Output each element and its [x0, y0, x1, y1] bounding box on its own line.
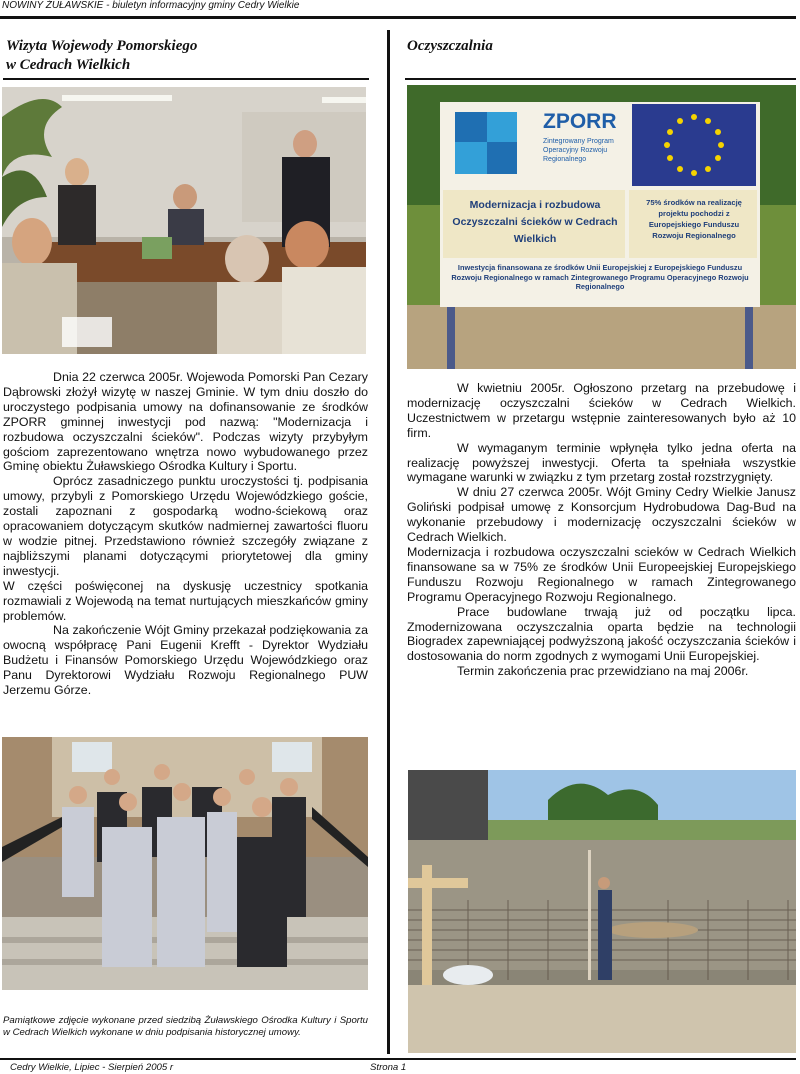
footer-date: Cedry Wielkie, Lipiec - Sierpień 2005 r [10, 1062, 174, 1073]
right-paragraph-3: W dniu 27 czerwca 2005r. Wójt Gminy Cedry Wielkie Janusz Goliński podpisał umowę z Konsorcjum Hydrobudowa Dag-Bud na wykonanie przebudowy i modernizację oczyszczalni ścieków w Cedrach Wielkich. [407, 485, 796, 545]
zporr-logo-text: ZPORR [543, 110, 617, 133]
left-paragraph-4: Na zakończenie Wójt Gminy przekazał podziękowania za owocną współpracę Pani Eugenii Krefft - Dyrektor Wydziału Budżetu i Finansów Pomorskiego Urzędu Wojewódzkiego oraz Panu Dyrektorowi Wydziału Rozwoju Regionalnego PUW Jerzemu Górze. [3, 623, 368, 698]
group-photo-caption: Pamiątkowe zdjęcie wykonane przed siedzibą Żuławskiego Ośrodka Kultury i Sportu w Cedrach Wielkich wykonane w dniu podpisania historycznej umowy. [3, 1015, 368, 1038]
right-article-body [407, 381, 796, 679]
right-article-title: Oczyszczalnia [407, 38, 493, 54]
left-article-body [3, 370, 368, 698]
group-photo-image [2, 737, 368, 990]
header-rule [0, 16, 796, 19]
group-photo [2, 737, 368, 990]
right-paragraph-2: W wymaganym terminie wpłynęła tylko jedna oferta na realizację powyższej inwestycji. Oferta ta spełniała wszystkie wymagane warunki w związku z tym przetarg został rozstrzygnięty. [407, 440, 796, 485]
right-title-rule [405, 78, 796, 80]
left-paragraph-1: Dnia 22 czerwca 2005r. Wojewoda Pomorski Pan Cezary Dąbrowski złożył wizytę w naszej Gminie. W tym dniu doszło do uroczystego podpisania umowy na dofinansowanie ze środków ZPORR gminnej inwestycji pod nazwą: "Modernizacja i rozbudowa oczyszczalni ścieków". Podczas wizyty przybyłym gościom zaprezentowano wnętrza nowo wybudowanego przez Gminę obiektu Żuławskiego Ośrodka Kultury i Sportu. [3, 370, 368, 474]
right-paragraph-4: Modernizacja i rozbudowa oczyszczalni scieków w Cedrach Wielkich finansowane sa w 75% ze środków Unii Europeejskiej Europejskiego Funduszu Rozwoju Regionalnego w ramach Zintegrowanego Programu Operacyjnego Rozwoju Regionalnego. [407, 544, 796, 604]
zporr-sign-photo [407, 85, 796, 369]
left-title-rule [3, 78, 369, 80]
left-article-title [6, 37, 376, 75]
sign-bottom-text: Inwestycja finansowana ze środków Unii Europejskiej z Europejskiego Funduszu Rozwoju Regionalnego w ramach Zintegrowanego Programu Operacyjnego Rozwoju Regionalnego [451, 263, 749, 291]
sign-project-name: Modernizacja i rozbudowa Oczyszczalni ścieków w Cedrach Wielkich [452, 199, 618, 245]
right-paragraph-1: W kwietniu 2005r. Ogłoszono przetarg na przebudowę i modernizację oczyszczalni ścieków w Cedrach Wielkich. Uczestnictwem w przetargu wstępnie zainteresowanych było aż 10 firm. [407, 381, 796, 440]
construction-image [408, 770, 796, 1053]
sign-funding-text: 75% środków na realizację projektu pochodzi z Europejskiego Funduszu Rozwoju Regionalnego [646, 198, 742, 240]
meeting-photo [2, 87, 366, 354]
zporr-logo-sub: Zintegrowany Program Operacyjny Rozwoju Regionalnego [543, 138, 614, 163]
footer-page-number: Strona 1 [370, 1062, 407, 1073]
left-title-line2: w Cedrach Wielkich [6, 57, 131, 73]
column-divider [387, 30, 390, 1054]
footer-rule [0, 1058, 796, 1060]
meeting-photo-image [2, 87, 366, 354]
left-paragraph-3: W części poświęconej na dyskusję uczestnicy spotkania rozmawiali z Wojewodą na temat nurtujących mieszkańców gminy problemów. [3, 578, 368, 623]
left-title-line1: Wizyta Wojewody Pomorskiego [6, 38, 198, 54]
construction-photo [408, 770, 796, 1053]
right-paragraph-5: Prace budowlane trwają już od początku lipca. Zmodernizowana oczyszczalnia oparta będzie na technologii Biogradex zapewniającej podwyższoną jakość oczyszczania ścieków i dostosowania do norm zgodnych z wymogami Unii Europejskiej. [407, 604, 796, 664]
bulletin-header: NOWINY ŻUŁAWSKIE - biuletyn informacyjny gminy Cedry Wielkie [2, 0, 300, 11]
left-paragraph-2: Oprócz zasadniczego punktu uroczystości tj. podpisania umowy, przybyli z Pomorskiego Urzędu Wojewódzkiego goście, zostali zapoznani z gospodarką wodno-ściekową oraz opracowaniem dotyczącym skutków nadmiernej zawartości fluoru w wodzie pitnej. Przedstawiono również szczegóły związane z najbliższymi planami dotyczącymi priorytetowej dla gminy inwestycji. [3, 474, 368, 578]
right-paragraph-6: Termin zakończenia prac przewidziano na maj 2006r. [457, 664, 749, 679]
